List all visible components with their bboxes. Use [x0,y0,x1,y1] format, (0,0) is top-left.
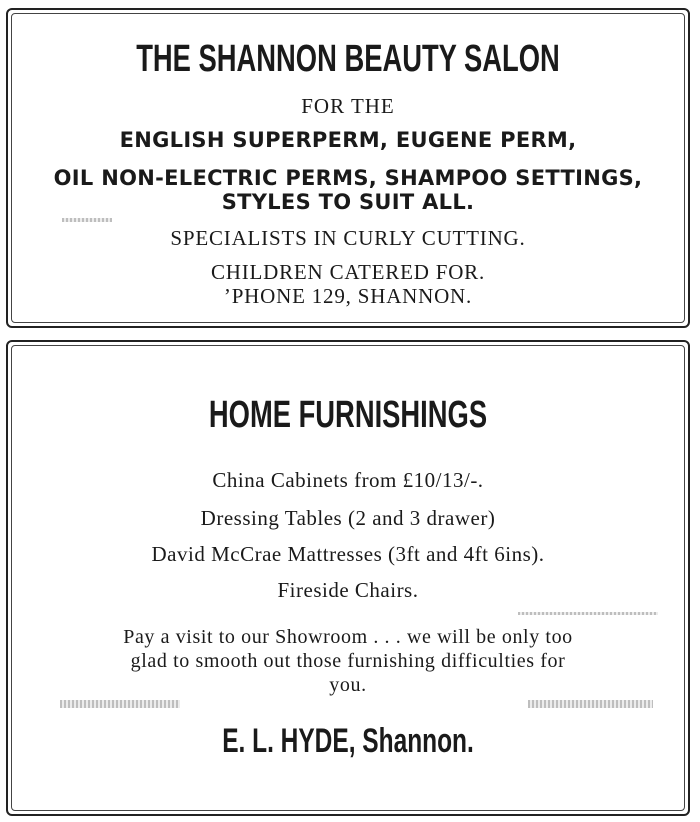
furnishings-item: Dressing Tables (2 and 3 drawer) [200,506,496,530]
salon-specialists: SPECIALISTS IN CURLY CUTTING. [170,226,526,250]
furnishings-pitch-line-3: you. [329,674,367,696]
print-smudge [60,700,180,708]
furnishings-pitch-line-2: glad to smooth out those furnishing difficulties for [130,650,566,672]
salon-title: THE SHANNON BEAUTY SALON [136,38,560,80]
furnishings-pitch-line-1: Pay a visit to our Showroom . . . we will be only too [123,626,573,648]
salon-services-line-3: STYLES TO SUIT ALL. [221,190,475,214]
furnishings-item: China Cabinets from £10/13/-. [212,468,484,492]
print-smudge [518,612,658,615]
salon-phone: ’PHONE 129, SHANNON. [223,284,473,308]
beauty-salon-advertisement [6,8,690,328]
print-smudge [62,218,112,222]
home-furnishings-advertisement [6,340,690,816]
salon-for-the: FOR THE [301,94,395,118]
furnishings-title: HOME FURNISHINGS [208,394,488,436]
furnishings-item: David McCrae Mattresses (3ft and 4ft 6ins). [151,542,545,566]
furnishings-item: Fireside Chairs. [277,578,419,602]
salon-children: CHILDREN CATERED FOR. [210,260,486,284]
print-smudge [528,700,653,708]
furnishings-signature: E. L. HYDE, Shannon. [222,722,474,760]
salon-services-line-2: OIL NON-ELECTRIC PERMS, SHAMPOO SETTINGS, [53,166,643,190]
salon-services-line-1: ENGLISH SUPERPERM, EUGENE PERM, [119,128,577,152]
